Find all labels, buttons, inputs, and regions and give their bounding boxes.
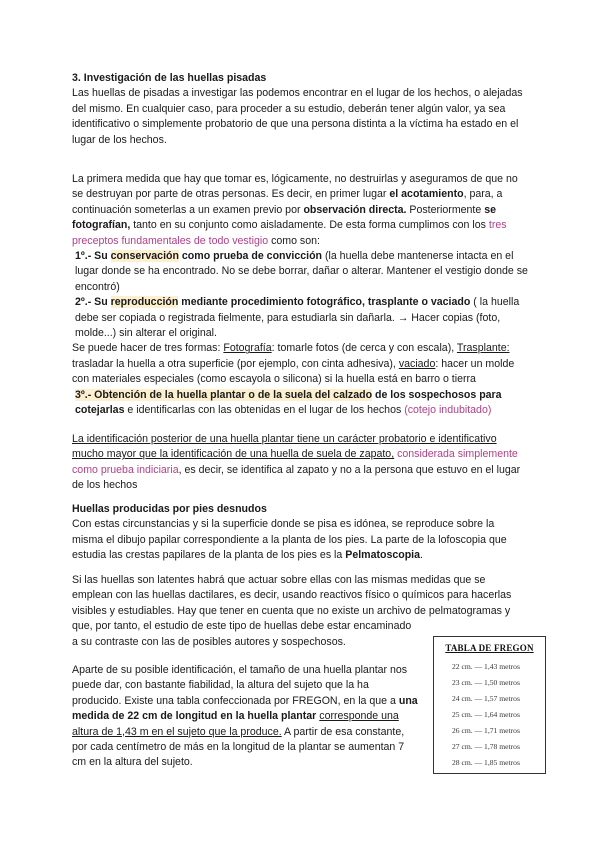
trasplante-term: Trasplante:	[456, 342, 510, 355]
fregon-row: 27 cm. — 1,78 metros	[452, 742, 520, 751]
cotejo-highlight: (cotejo indubitado)	[404, 404, 492, 417]
preceptos-highlight: tres preceptos fundamentales de todo vestigio	[72, 219, 507, 247]
pelmatoscopia-term: Pelmatoscopia	[345, 549, 421, 562]
measures-text-1: La primera medida que hay que tomar es, lógicamente, no destruirlas y aseguramos de que no se destruyan por parte de otras personas. Es decir, en primer lugar	[72, 173, 518, 201]
fregon-table	[433, 636, 546, 774]
barefoot-section: Huellas producidas por pies desnudos Con estas circunstancias y si la superficie donde se pisa es idónea, se reproduce sobre la misma el dibujo papilar correspondiente a la planta de los pies. La parte de la lofoscopia que estudia las crestas papilares de la planta de los pies es la Pelmatoscopia.	[72, 502, 528, 564]
conservacion-term: conservación	[110, 250, 179, 263]
latent-line: visibles y estudiables. Hay que tener en cuenta que no existe un archivo de pelmatogramas y	[72, 604, 511, 617]
acotamiento-term: el acotamiento	[389, 188, 464, 201]
observacion-term: observación directa.	[303, 203, 407, 216]
fregon-row: 24 cm. — 1,57 metros	[452, 694, 520, 703]
reproduccion-term: reproducción	[110, 296, 179, 309]
measures-paragraph	[72, 172, 528, 419]
obtencion-term: 3º.- Obtención de la huella plantar o de la suela del calzado	[75, 388, 373, 401]
section-heading: 3. Investigación de las huellas pisadas	[72, 72, 267, 84]
latent-line: Si las huellas son latentes habrá que actuar sobre ellas con las mismas medidas que se	[72, 574, 486, 586]
latent-line: a su contraste con las de posibles autores y sospechosos.	[72, 635, 346, 648]
fregon-row: 23 cm. — 1,50 metros	[452, 678, 520, 687]
medida-term: una medida de 22 cm de longitud en la huella plantar	[72, 694, 418, 723]
measures-text-3: Posteriormente	[406, 203, 485, 216]
point-3: 3º.- Obtención de la huella plantar o de la suela del calzado de los sospechosos para cotejarlas e identificarlas con las obtenidas en el lugar de los hechos (cotejo indubitado)	[75, 388, 502, 417]
latent-line: emplean con las huellas dactilares, es decir, usando reactivos físico o químicos para hacerlas	[72, 589, 512, 602]
fregon-row: 26 cm. — 1,71 metros	[452, 726, 520, 735]
barefoot-heading: Huellas producidas por pies desnudos	[72, 503, 267, 515]
latent-line: que, por tanto, el estudio de este tipo de huellas debe estar encaminado	[72, 620, 412, 633]
point-1: 1º.- Su conservación como prueba de convicción (la huella debe mantenerse intacta en el lugar donde se ha encontrado. No se debe borrar, dañar o alterar. Mantener el vestigio donde se encontró)	[75, 250, 528, 293]
fotografia-term: Fotografía	[223, 342, 272, 355]
size-paragraph: Aparte de su posible identificación, el tamaño de una huella plantar nos puede dar, con bastante fiabilidad, la altura del sujeto que la ha producido. Existe una tabla confeccionada por FREGON, en la que a una medida de 22 cm de longitud en la huella plantar corresponde una altura de 1,43 m en el sujeto que la produce. A partir de esa constante, por cada centímetro de más en la longitud de la plantar se aumentan 7 cm en la altura del sujeto.	[72, 664, 418, 769]
measures-text-5: como son:	[268, 234, 320, 247]
section-intro	[72, 71, 528, 148]
identification-paragraph: La identificación posterior de una huella plantar tiene un carácter probatorio e identificativo mucho mayor que la identificación de una huella de suela de zapato, considerada simplemente como prueba indiciaria, es decir, se identifica al zapato y no a la persona que estuvo en el lugar de los hechos	[72, 433, 521, 492]
point-2: 2º.- Su reproducción mediante procedimiento fotográfico, trasplante o vaciado ( la huella debe ser copiada o registrada fielmente, para estudiarla sin dañarla. → Hacer copias (foto, molde...) sin alterar el original.	[75, 296, 520, 340]
forms-paragraph: Se puede hacer de tres formas: Fotografía: tomarle fotos (de cerca y con escala), Trasplante: trasladar la huella a otra superficie (por ejemplo, con cinta adhesiva), vaciado: hacer un molde con materiales especiales (como escayola o silicona) si la huella está en barro o tierra	[72, 342, 515, 386]
altura-term: corresponde una altura de 1,43 m en el sujeto que la produce.	[72, 710, 399, 738]
indiciaria-highlight: considerada simplemente como prueba indiciaria	[72, 448, 518, 476]
fregon-row: 25 cm. — 1,64 metros	[452, 710, 520, 719]
vaciado-term: vaciado	[398, 357, 436, 370]
fregon-row: 28 cm. — 1,85 metros	[452, 758, 520, 767]
measures-text-2: , para, a continuación someterlas a un examen previo por	[72, 188, 503, 216]
fotografian-term: se fotografían,	[72, 203, 497, 232]
fregon-table-title: TABLA DE FREGON	[445, 643, 534, 653]
measures-text-4: tanto en su conjunto como aisladamente. De esta forma cumplimos con los	[130, 219, 489, 232]
fregon-row: 22 cm. — 1,43 metros	[452, 662, 520, 671]
intro-paragraph: Las huellas de pisadas a investigar las podemos encontrar en el lugar de los hechos, o alejadas del mismo. En cualquier caso, para proceder a su estudio, deberán tener algún valor, ya sea identificativo o simplemente probatorio de que una persona distinta a la víctima ha estado en el lugar de los hechos.	[72, 87, 523, 146]
